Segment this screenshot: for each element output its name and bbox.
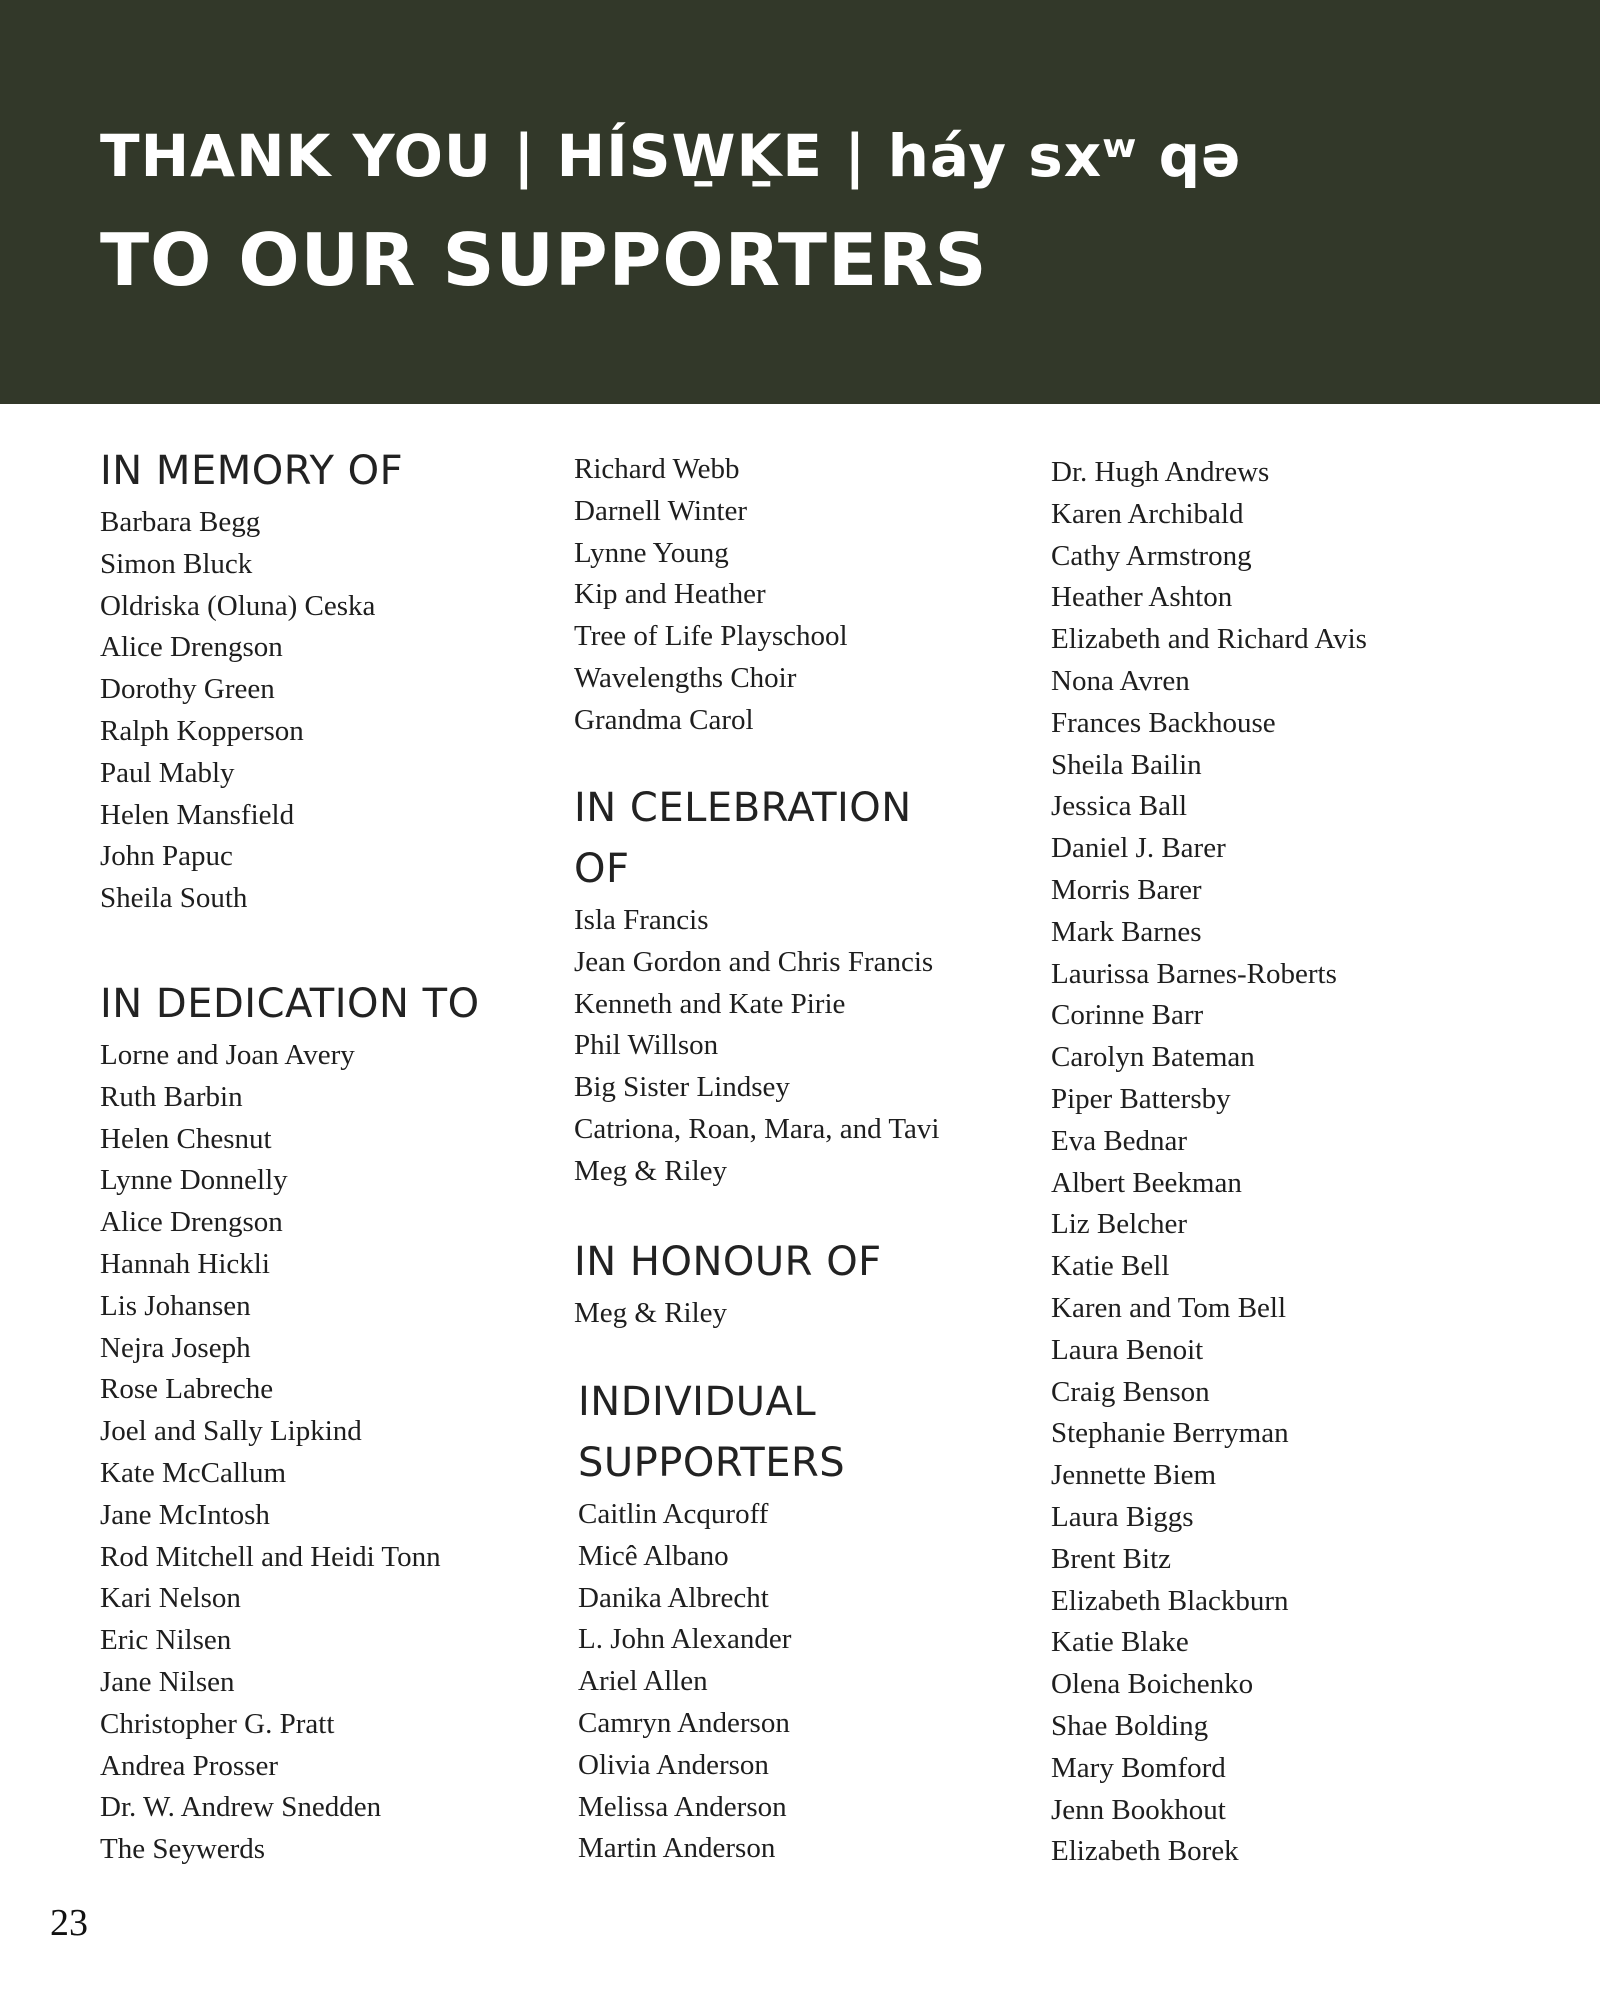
list-item: Dorothy Green (100, 673, 275, 706)
heading-in-honour-of: IN HONOUR OF (574, 1239, 882, 1285)
list-item: Katie Blake (1051, 1626, 1189, 1659)
list-item: Alice Drengson (100, 631, 283, 664)
list-item: Elizabeth and Richard Avis (1051, 623, 1367, 656)
list-item: Nejra Joseph (100, 1331, 251, 1364)
list-item: Jane Nilsen (100, 1665, 235, 1698)
list-in-honour-of (574, 1293, 1014, 1335)
list-item: Shae Bolding (1051, 1709, 1209, 1742)
list-item: Katie Bell (1051, 1250, 1170, 1283)
list-item: Big Sister Lindsey (574, 1071, 790, 1104)
list-item: Jessica Ball (1051, 790, 1188, 823)
header-banner (0, 0, 1600, 404)
list-item: Olivia Anderson (578, 1748, 769, 1781)
list-item: Olena Boichenko (1051, 1668, 1254, 1701)
list-item: Karen and Tom Bell (1051, 1291, 1287, 1324)
section-in-celebration-of (574, 778, 1014, 1193)
list-item: Ariel Allen (578, 1665, 708, 1698)
list-item: Eric Nilsen (100, 1624, 232, 1657)
list-item: Rod Mitchell and Heidi Tonn (100, 1540, 441, 1573)
list-item: Simon Bluck (100, 547, 253, 580)
list-item: Karen Archibald (1051, 497, 1244, 530)
list-item: Catriona, Roan, Mara, and Tavi (574, 1112, 940, 1145)
list-item: Morris Barer (1051, 873, 1202, 906)
list-item: Ralph Kopperson (100, 714, 304, 747)
list-item: Joel and Sally Lipkind (100, 1415, 362, 1448)
list-dedication-continued (574, 449, 1014, 742)
heading-individual-supporters-line2: SUPPORTERS (578, 1440, 846, 1486)
list-item: Eva Bednar (1051, 1124, 1188, 1157)
header-title-line1: THANK YOU | HÍSW̱ḴE | háy sxʷ qə (100, 122, 1242, 190)
list-item: L. John Alexander (578, 1623, 792, 1656)
list-item: Nona Avren (1051, 664, 1190, 697)
list-item: Kenneth and Kate Pirie (574, 987, 846, 1020)
list-item: Helen Chesnut (100, 1122, 272, 1155)
list-item: Martin Anderson (578, 1832, 776, 1865)
list-item: Mark Barnes (1051, 915, 1202, 948)
list-item: Tree of Life Playschool (574, 620, 848, 653)
list-item: Dr. W. Andrew Snedden (100, 1791, 382, 1824)
list-item: Liz Belcher (1051, 1208, 1188, 1241)
list-item: Phil Willson (574, 1029, 719, 1062)
list-item: Brent Bitz (1051, 1542, 1172, 1575)
list-item: Micê Albano (578, 1539, 729, 1572)
list-item: Lynne Donnelly (100, 1164, 288, 1197)
list-item: Mary Bomford (1051, 1751, 1226, 1784)
list-item: Richard Webb (574, 453, 740, 485)
list-item: Stephanie Berryman (1051, 1417, 1289, 1450)
list-item: Jennette Biem (1051, 1459, 1217, 1492)
list-item: Frances Backhouse (1051, 706, 1276, 739)
list-item: Andrea Prosser (100, 1749, 278, 1782)
list-item: Danika Albrecht (578, 1581, 769, 1614)
list-item: Corinne Barr (1051, 999, 1204, 1032)
list-item: Laura Biggs (1051, 1500, 1194, 1533)
list-item: Elizabeth Borek (1051, 1835, 1239, 1868)
list-item: Melissa Anderson (578, 1790, 787, 1823)
list-item: Lorne and Joan Avery (100, 1039, 355, 1071)
list-item: Laura Benoit (1051, 1333, 1204, 1366)
header-title-line2: TO OUR SUPPORTERS (100, 218, 988, 302)
section-in-memory-of (100, 441, 540, 920)
list-item: Darnell Winter (574, 494, 748, 527)
list-item: Cathy Armstrong (1051, 539, 1252, 572)
list-item: Rose Labreche (100, 1373, 274, 1406)
list-item: Paul Mably (100, 756, 235, 789)
section-in-honour-of (574, 1232, 1014, 1335)
section-dedication-continued (574, 449, 1014, 742)
list-individual-supporters-continued (1051, 452, 1551, 1873)
list-item: Oldriska (Oluna) Ceska (100, 589, 376, 622)
list-item: Sheila South (100, 882, 248, 915)
section-in-dedication-to (100, 974, 570, 1871)
list-item: Alice Drengson (100, 1206, 283, 1239)
list-item: Elizabeth Blackburn (1051, 1584, 1289, 1617)
list-item: Piper Battersby (1051, 1082, 1231, 1115)
heading-in-celebration-of-line1: IN CELEBRATION (574, 785, 912, 831)
heading-in-memory-of: IN MEMORY OF (100, 448, 404, 494)
list-item: John Papuc (100, 840, 233, 873)
list-item: Lis Johansen (100, 1289, 251, 1322)
list-item: Kari Nelson (100, 1582, 241, 1615)
list-item: Ruth Barbin (100, 1080, 243, 1113)
heading-individual-supporters-line1: INDIVIDUAL (578, 1379, 817, 1425)
list-item: Laurissa Barnes-Roberts (1051, 957, 1337, 990)
page-number: 23 (50, 1902, 88, 1944)
heading-in-dedication-to: IN DEDICATION TO (100, 981, 480, 1027)
list-in-memory-of (100, 502, 540, 920)
list-item: Heather Ashton (1051, 581, 1233, 614)
list-item: Barbara Begg (100, 506, 261, 538)
list-item: The Seywerds (100, 1833, 266, 1866)
list-item: Isla Francis (574, 904, 709, 936)
list-in-celebration-of (574, 900, 1014, 1193)
list-item: Jean Gordon and Chris Francis (574, 945, 934, 978)
list-item: Craig Benson (1051, 1375, 1210, 1408)
list-item: Helen Mansfield (100, 798, 295, 831)
list-item: Albert Beekman (1051, 1166, 1242, 1199)
list-item: Dr. Hugh Andrews (1051, 456, 1270, 488)
section-individual-supporters-continued (1051, 452, 1551, 1873)
list-item: Christopher G. Pratt (100, 1707, 335, 1740)
list-individual-supporters (578, 1494, 1018, 1870)
list-in-dedication-to (100, 1035, 570, 1871)
list-item: Jenn Bookhout (1051, 1793, 1226, 1826)
list-item: Jane McIntosh (100, 1498, 270, 1531)
heading-in-celebration-of-line2: OF (574, 846, 630, 892)
section-individual-supporters (578, 1372, 1018, 1870)
list-item: Sheila Bailin (1051, 748, 1202, 781)
list-item: Daniel J. Barer (1051, 832, 1226, 865)
list-item: Carolyn Bateman (1051, 1041, 1255, 1074)
list-item: Caitlin Acquroff (578, 1498, 769, 1530)
list-item: Camryn Anderson (578, 1706, 790, 1739)
list-item: Lynne Young (574, 536, 729, 569)
list-item: Wavelengths Choir (574, 661, 797, 694)
list-item: Hannah Hickli (100, 1247, 270, 1280)
list-item: Kate McCallum (100, 1456, 287, 1489)
list-item: Grandma Carol (574, 703, 754, 736)
list-item: Meg & Riley (574, 1297, 728, 1329)
list-item: Meg & Riley (574, 1154, 728, 1187)
list-item: Kip and Heather (574, 578, 766, 611)
